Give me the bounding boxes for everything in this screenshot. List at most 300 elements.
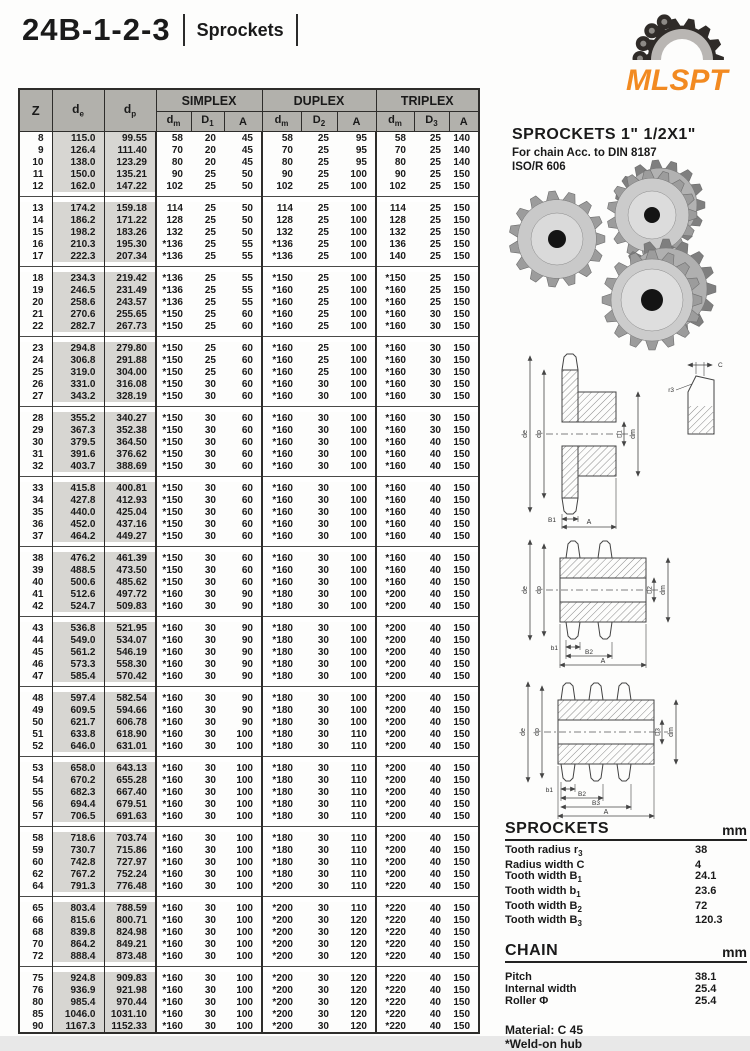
table-cell: 30 [204, 378, 216, 390]
table-row [19, 354, 479, 366]
table-cell: 25 [429, 296, 441, 308]
table-cell: 343.2 [52, 390, 104, 402]
table-cell: 30 [204, 926, 216, 938]
table-cell: 25 [429, 132, 441, 144]
table-cell: 328.19 [104, 390, 156, 402]
table-cell: 100 [224, 774, 262, 786]
table-cell: 150 [453, 600, 471, 612]
separator-cell [104, 822, 156, 832]
table-cell: 120 [337, 1008, 376, 1020]
table-cell: *160 [162, 856, 183, 868]
table-cell: 319.0 [52, 366, 104, 378]
table-cell: 150 [453, 762, 471, 774]
separator-cell [224, 682, 262, 692]
table-cell: *200 [272, 1020, 293, 1032]
table-row [19, 622, 479, 634]
table-cell: 66 [19, 914, 52, 926]
table-cell: 60 [224, 460, 262, 472]
table-cell: 11 [19, 168, 52, 180]
table-cell: 536.8 [52, 622, 104, 634]
table-cell: 60 [224, 390, 262, 402]
table-cell: *180 [272, 868, 293, 880]
table-cell: *160 [162, 798, 183, 810]
table-cell: 150 [453, 716, 471, 728]
table-cell: 95 [337, 132, 376, 145]
table-cell: 100 [224, 1008, 262, 1020]
table-cell: 100 [224, 868, 262, 880]
table-cell: 40 [429, 740, 441, 752]
table-cell: 90 [224, 692, 262, 704]
table-cell: 30 [204, 880, 216, 892]
table-cell: 64 [19, 880, 52, 892]
table-cell: 500.6 [52, 576, 104, 588]
separator-cell [19, 542, 52, 552]
table-cell: 25 [317, 214, 329, 226]
table-cell: 40 [429, 926, 441, 938]
table-cell: 100 [337, 588, 376, 600]
table-cell: 60 [224, 412, 262, 424]
col-header-dp-main: d [123, 102, 132, 117]
table-cell: 60 [224, 552, 262, 564]
table-cell: 40 [429, 436, 441, 448]
spec-row [505, 983, 747, 995]
separator-cell [449, 682, 479, 692]
table-row [19, 996, 479, 1008]
table-cell: 25 [429, 144, 441, 156]
table-cell: 452.0 [52, 518, 104, 530]
table-cell: 70 [281, 144, 293, 156]
table-cell: *160 [385, 460, 406, 472]
table-cell: 304.00 [104, 366, 156, 378]
table-cell: 150 [453, 342, 471, 354]
table-cell: *160 [385, 564, 406, 576]
table-cell: 90 [224, 646, 262, 658]
dim-label-B3: B3 [592, 800, 600, 807]
table-row [19, 494, 479, 506]
table-cell: *200 [272, 926, 293, 938]
table-cell: 40 [429, 600, 441, 612]
subcol-A: A [224, 112, 262, 132]
table-cell: 150 [453, 180, 471, 192]
table-cell: 355.2 [52, 412, 104, 424]
table-cell: *160 [385, 436, 406, 448]
table-cell: 255.65 [104, 308, 156, 320]
table-cell: *220 [385, 984, 406, 996]
separator-cell [191, 262, 224, 272]
spec-value: 120.3 [695, 914, 723, 927]
table-cell: *200 [385, 844, 406, 856]
table-cell: 40 [429, 670, 441, 682]
table-cell: 594.66 [104, 704, 156, 716]
table-row [19, 810, 479, 822]
table-cell: 150 [453, 832, 471, 844]
table-row [19, 762, 479, 774]
separator-cell [262, 822, 301, 832]
table-cell: 128 [166, 214, 183, 226]
table-cell: 864.2 [52, 938, 104, 950]
logo-text: MLSPT [626, 64, 728, 97]
table-cell: *150 [162, 518, 183, 530]
table-cell: 985.4 [52, 996, 104, 1008]
table-cell: *220 [385, 972, 406, 984]
table-cell: 58 [19, 832, 52, 844]
table-cell: 30 [317, 692, 329, 704]
table-cell: 55 [224, 250, 262, 262]
table-cell: 243.57 [104, 296, 156, 308]
table-cell: 767.2 [52, 868, 104, 880]
table-cell: *200 [385, 704, 406, 716]
table-cell: 30 [429, 342, 441, 354]
separator-cell [414, 822, 449, 832]
chain-spec-block [505, 942, 747, 1007]
table-cell: 30 [317, 716, 329, 728]
table-cell: *200 [385, 856, 406, 868]
table-cell: 534.07 [104, 634, 156, 646]
table-cell: 631.01 [104, 740, 156, 752]
spec-label: Tooth radius $r_3$ [505, 844, 583, 859]
table-cell: 30 [317, 984, 329, 996]
table-cell: 150 [453, 856, 471, 868]
table-cell: 234.3 [52, 272, 104, 284]
table-cell: 485.62 [104, 576, 156, 588]
separator-cell [156, 682, 191, 692]
table-cell: 100 [337, 250, 376, 262]
separator-cell [301, 262, 337, 272]
table-cell: 25 [317, 308, 329, 320]
separator-cell [376, 752, 414, 762]
table-cell: 30 [204, 658, 216, 670]
separator-cell [262, 752, 301, 762]
table-cell: 246.5 [52, 284, 104, 296]
separator-cell [156, 402, 191, 412]
table-cell: *160 [385, 390, 406, 402]
col-header-z: Z [19, 89, 52, 132]
table-cell: *160 [162, 600, 183, 612]
table-cell: 30 [317, 972, 329, 984]
table-cell: 100 [337, 320, 376, 332]
table-row [19, 670, 479, 682]
table-cell: *160 [385, 448, 406, 460]
table-cell: 174.2 [52, 202, 104, 214]
table-cell: *160 [162, 786, 183, 798]
table-cell: 25 [429, 238, 441, 250]
table-cell: 815.6 [52, 914, 104, 926]
section-header-triplex: TRIPLEX [376, 89, 479, 112]
table-row [19, 798, 479, 810]
table-cell: 150 [453, 482, 471, 494]
table-cell: 449.27 [104, 530, 156, 542]
table-cell: 30 [317, 552, 329, 564]
separator-cell [224, 962, 262, 972]
table-cell: 110 [337, 844, 376, 856]
table-cell: 30 [204, 832, 216, 844]
col-header-de-main: d [72, 102, 80, 117]
table-cell: 150 [453, 576, 471, 588]
table-cell: 839.8 [52, 926, 104, 938]
spec-value: 38.1 [695, 970, 717, 983]
table-cell: 100 [337, 448, 376, 460]
separator-cell [52, 612, 104, 622]
separator-cell [337, 262, 376, 272]
table-cell: 30 [204, 482, 216, 494]
table-cell: 379.5 [52, 436, 104, 448]
table-cell: 25 [204, 168, 216, 180]
separator-cell [191, 192, 224, 202]
table-cell: *136 [162, 238, 183, 250]
separator-cell [224, 472, 262, 482]
spec-value: 4 [695, 858, 702, 871]
separator-cell [337, 192, 376, 202]
table-cell: 40 [429, 832, 441, 844]
table-cell: 25 [317, 296, 329, 308]
separator-cell [376, 542, 414, 552]
table-cell: 873.48 [104, 950, 156, 962]
table-row [19, 284, 479, 296]
table-cell: 40 [429, 1020, 441, 1032]
table-cell: *220 [385, 926, 406, 938]
table-cell: 100 [224, 832, 262, 844]
table-cell: 100 [224, 762, 262, 774]
table-cell: 30 [429, 424, 441, 436]
table-cell: 150 [453, 622, 471, 634]
table-cell: 219.42 [104, 272, 156, 284]
separator-cell [414, 682, 449, 692]
table-cell: *200 [385, 786, 406, 798]
table-cell: 40 [429, 634, 441, 646]
table-cell: 60 [224, 576, 262, 588]
table-cell: 100 [337, 564, 376, 576]
table-cell: 60 [224, 320, 262, 332]
separator-cell [52, 262, 104, 272]
separator-cell [156, 752, 191, 762]
separator-cell [376, 682, 414, 692]
table-cell: 40 [429, 716, 441, 728]
table-cell: *160 [162, 868, 183, 880]
table-cell: 100 [337, 658, 376, 670]
table-cell: *150 [162, 320, 183, 332]
table-cell: *160 [272, 412, 293, 424]
table-cell: 655.28 [104, 774, 156, 786]
separator-cell [449, 472, 479, 482]
table-cell: 30 [204, 1020, 216, 1032]
spec-value: 23.6 [695, 884, 717, 897]
table-cell: 30 [317, 950, 329, 962]
table-cell: 150 [453, 844, 471, 856]
table-cell: 30 [204, 646, 216, 658]
table-cell: 703.74 [104, 832, 156, 844]
table-cell: 282.7 [52, 320, 104, 332]
table-cell: 150 [453, 810, 471, 822]
table-cell: 30 [19, 436, 52, 448]
table-cell: 100 [224, 740, 262, 752]
table-cell: 50 [224, 226, 262, 238]
table-cell: 115.0 [52, 132, 104, 145]
table-cell: 110 [337, 798, 376, 810]
table-cell: 376.62 [104, 448, 156, 460]
separator-cell [414, 752, 449, 762]
table-cell: 48 [19, 692, 52, 704]
table-cell: 210.3 [52, 238, 104, 250]
table-cell: *200 [272, 880, 293, 892]
simplex-section-diagram [500, 342, 748, 530]
spec-info-block [505, 820, 747, 1051]
table-cell: 150 [453, 588, 471, 600]
table-cell: 207.34 [104, 250, 156, 262]
separator-cell [224, 892, 262, 902]
table-cell: 39 [19, 564, 52, 576]
table-cell: 95 [337, 156, 376, 168]
table-cell: *136 [162, 250, 183, 262]
table-cell: 150 [453, 530, 471, 542]
table-cell: 100 [337, 704, 376, 716]
table-cell: 50 [224, 202, 262, 214]
separator-cell [19, 752, 52, 762]
table-cell: 30 [204, 506, 216, 518]
table-cell: 150 [453, 448, 471, 460]
table-cell: *200 [272, 1008, 293, 1020]
table-cell: 267.73 [104, 320, 156, 332]
table-cell: 30 [317, 448, 329, 460]
separator-cell [52, 402, 104, 412]
table-cell: 51 [19, 728, 52, 740]
table-cell: 100 [337, 552, 376, 564]
table-cell: *160 [272, 518, 293, 530]
table-cell: 60 [224, 518, 262, 530]
table-cell: 70 [171, 144, 183, 156]
table-cell: 150 [453, 564, 471, 576]
table-cell: 55 [224, 296, 262, 308]
table-cell: 20 [204, 132, 216, 144]
separator-cell [449, 892, 479, 902]
table-cell: 162.0 [52, 180, 104, 192]
spec-value: 72 [695, 899, 708, 912]
table-cell: 99.55 [104, 132, 156, 145]
table-cell: 30 [204, 844, 216, 856]
table-cell: 183.26 [104, 226, 156, 238]
table-cell: 90 [224, 600, 262, 612]
table-row [19, 168, 479, 180]
table-cell: 30 [317, 798, 329, 810]
table-cell: 30 [204, 600, 216, 612]
separator-cell [301, 682, 337, 692]
table-cell: 25 [204, 202, 216, 214]
table-cell: 40 [429, 984, 441, 996]
table-cell: 135.21 [104, 168, 156, 180]
table-cell: 150 [453, 774, 471, 786]
table-cell: *136 [162, 296, 183, 308]
table-cell: *220 [385, 938, 406, 950]
table-cell: 150 [453, 1020, 471, 1032]
table-cell: 30 [204, 728, 216, 740]
table-cell: 30 [204, 530, 216, 542]
table-cell: *220 [385, 1008, 406, 1020]
table-cell: 425.04 [104, 506, 156, 518]
table-row [19, 576, 479, 588]
table-cell: 12 [19, 180, 52, 192]
table-cell: *150 [162, 576, 183, 588]
table-row [19, 214, 479, 226]
table-cell: 33 [19, 482, 52, 494]
separator-cell [337, 612, 376, 622]
table-cell: 306.8 [52, 354, 104, 366]
table-cell: 30 [204, 692, 216, 704]
separator-cell [301, 472, 337, 482]
table-cell: 40 [429, 518, 441, 530]
table-cell: 30 [317, 844, 329, 856]
table-cell: *180 [272, 786, 293, 798]
table-cell: 16 [19, 238, 52, 250]
table-cell: *200 [385, 774, 406, 786]
table-cell: 128 [389, 214, 406, 226]
separator-cell [449, 192, 479, 202]
table-cell: 102 [276, 180, 293, 192]
table-cell: 400.81 [104, 482, 156, 494]
table-cell: *180 [272, 856, 293, 868]
table-cell: *160 [272, 308, 293, 320]
table-cell: 140 [389, 250, 406, 262]
table-cell: 18 [19, 272, 52, 284]
table-cell: 1031.10 [104, 1008, 156, 1020]
table-cell: 40 [429, 774, 441, 786]
table-cell: 464.2 [52, 530, 104, 542]
table-cell: 150 [453, 938, 471, 950]
table-cell: 150 [453, 202, 471, 214]
table-cell: *160 [162, 902, 183, 914]
table-cell: 110 [337, 832, 376, 844]
page-title [22, 12, 298, 48]
table-cell: *160 [272, 378, 293, 390]
dim-label-dm: dm [668, 727, 675, 737]
table-cell: 40 [429, 798, 441, 810]
table-cell: 58 [394, 132, 406, 144]
table-cell: 824.98 [104, 926, 156, 938]
panel-chain-note: For chain Acc. to DIN 8187 [512, 147, 657, 159]
table-cell: 80 [394, 156, 406, 168]
table-cell: *180 [272, 600, 293, 612]
table-cell: 570.42 [104, 670, 156, 682]
table-cell: 40 [429, 914, 441, 926]
separator-cell [52, 892, 104, 902]
table-cell: 150 [453, 506, 471, 518]
group-separator [19, 962, 479, 972]
table-cell: *200 [385, 810, 406, 822]
table-cell: 8 [19, 132, 52, 145]
separator-cell [449, 822, 479, 832]
separator-cell [376, 192, 414, 202]
separator-cell [449, 542, 479, 552]
table-cell: *160 [385, 320, 406, 332]
table-cell: 100 [337, 238, 376, 250]
sprocket-data-table [18, 88, 480, 1034]
table-cell: 30 [204, 996, 216, 1008]
model-number: 24B-1-2-3 [22, 12, 171, 47]
table-cell: *180 [272, 844, 293, 856]
table-cell: 30 [317, 460, 329, 472]
table-cell: 60 [224, 506, 262, 518]
table-cell: 30 [317, 600, 329, 612]
table-cell: 120 [337, 996, 376, 1008]
table-cell: 100 [224, 786, 262, 798]
table-cell: 100 [337, 390, 376, 402]
table-cell: 40 [429, 950, 441, 962]
table-cell: 40 [429, 552, 441, 564]
table-cell: 512.6 [52, 588, 104, 600]
table-cell: *160 [385, 506, 406, 518]
table-cell: 100 [224, 984, 262, 996]
separator-cell [156, 332, 191, 342]
spec-value: 24.1 [695, 870, 717, 883]
table-cell: *200 [385, 762, 406, 774]
